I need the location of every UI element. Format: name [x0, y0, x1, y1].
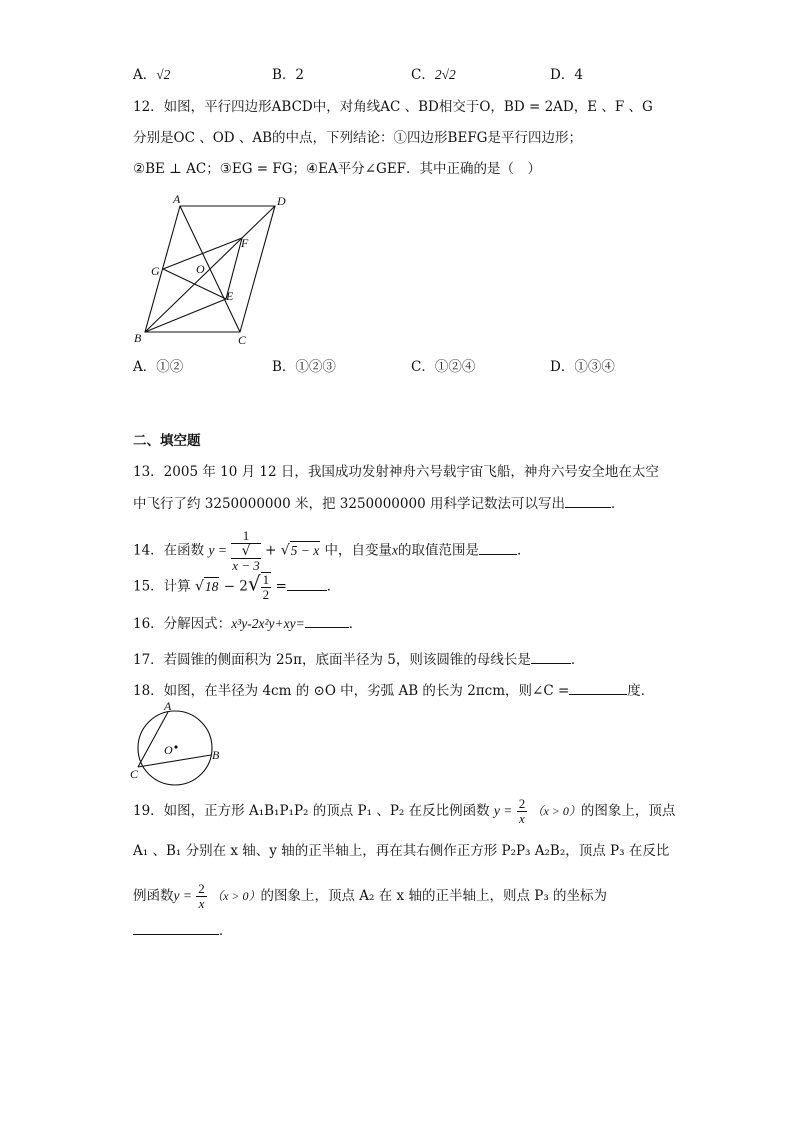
- q18-line: 18．如图，在半径为 4cm 的 ⊙O 中，劣弧 AB 的长为 2πcm，则∠C = 度．: [133, 683, 655, 699]
- q15-answer-blank[interactable]: [287, 577, 327, 591]
- label-d: D: [277, 194, 286, 208]
- chord-ac: [138, 712, 168, 767]
- q19-line-4: ．: [133, 921, 233, 940]
- label-circle-b: B: [212, 748, 220, 762]
- q19-fraction-1: $\frac{2}{x}$: [518, 796, 526, 826]
- q12-line-3: ②BE ⊥ AC；③EG = FG；④EA平分∠GEF．其中正确的是（ ）: [133, 161, 542, 177]
- label-o: O: [196, 262, 205, 276]
- q15-line: 15．计算 √18 − 2√ $\frac{1}{2}$ = ．: [133, 571, 341, 602]
- q12-option-c: C．①②④: [411, 359, 476, 375]
- label-f: F: [241, 236, 249, 250]
- q16-answer-blank[interactable]: [305, 614, 349, 628]
- q19-line-3: 例函数y = $\frac{2}{x}$ （x > 0）的图象上，顶点 A₂ 在 x 轴的正半轴上，则点 P₃ 的坐标为: [133, 881, 608, 911]
- q13-line-1: 13．2005 年 10 月 12 日，我国成功发射神舟六号载宇宙飞船，神舟六号安全地在太空: [133, 464, 659, 480]
- label-e: E: [226, 289, 234, 303]
- label-circle-c: C: [130, 767, 139, 781]
- q12-line-1: 12．如图，平行四边形ABCD中，对角线AC 、BD相交于O，BD = 2AD，E 、F 、G: [133, 99, 653, 115]
- q12-line-2: 分别是OC 、OD 、AB的中点，下列结论：①四边形BEFG是平行四边形；: [133, 130, 582, 146]
- q16-line: 16．分解因式：x³y-2x²y+xy= ．: [133, 616, 363, 632]
- center-o-dot: [174, 745, 177, 748]
- q14-line: 14．在函数 y = 1 √ x − 3 + √5 − x 中，自变量x的取值范围是 ．: [133, 528, 531, 573]
- chord-cb: [138, 755, 211, 767]
- q14-answer-blank[interactable]: [479, 541, 517, 555]
- q19-answer-blank[interactable]: [133, 921, 219, 935]
- q11-option-b: B．2: [272, 67, 305, 83]
- label-circle-a: A: [164, 702, 172, 713]
- label-g: G: [151, 264, 160, 278]
- circle-figure: [128, 702, 228, 786]
- q19-line-1: 19．如图，正方形 A₁B₁P₁P₂ 的顶点 P₁ 、P₂ 在反比例函数 y = $\frac{2}{x}$ （x > 0）的图象上，顶点: [133, 796, 676, 826]
- q11-option-a: A．√2: [133, 67, 171, 83]
- q14-fraction: 1 √ x − 3: [232, 528, 260, 573]
- label-c: C: [238, 333, 247, 347]
- section-title: 二、填空题: [133, 433, 201, 449]
- segment-be: [145, 299, 226, 332]
- label-b: B: [134, 331, 142, 345]
- q13-line-2: 中飞行了约 3250000000 米，把 3250000000 用科学记数法可以写出 ．: [133, 496, 625, 512]
- q11-option-c: C．2√2: [411, 67, 456, 83]
- q11-option-d: D．4: [550, 67, 583, 83]
- q17-line: 17．若圆锥的侧面积为 25π，底面半径为 5，则该圆锥的母线长是 ．: [133, 652, 585, 668]
- q12-option-b: B．①②③: [272, 359, 336, 375]
- q13-answer-blank[interactable]: [565, 494, 611, 508]
- q15-fraction: $\frac{1}{2}$: [262, 572, 270, 602]
- q12-option-a: A．①②: [133, 359, 184, 375]
- q18-answer-blank[interactable]: [569, 681, 627, 695]
- q12-option-d: D．①③④: [550, 359, 615, 375]
- label-circle-o: O: [164, 743, 173, 757]
- q17-answer-blank[interactable]: [531, 650, 571, 664]
- parallelogram-figure: [130, 190, 300, 350]
- q19-fraction-2: $\frac{2}{x}$: [198, 881, 205, 911]
- q19-line-2: A₁ 、B₁ 分别在 x 轴、y 轴的正半轴上，再在其右侧作正方形 P₂P₃ A₂B₂，顶点 P₃ 在反比: [133, 843, 670, 859]
- label-a: A: [173, 192, 181, 206]
